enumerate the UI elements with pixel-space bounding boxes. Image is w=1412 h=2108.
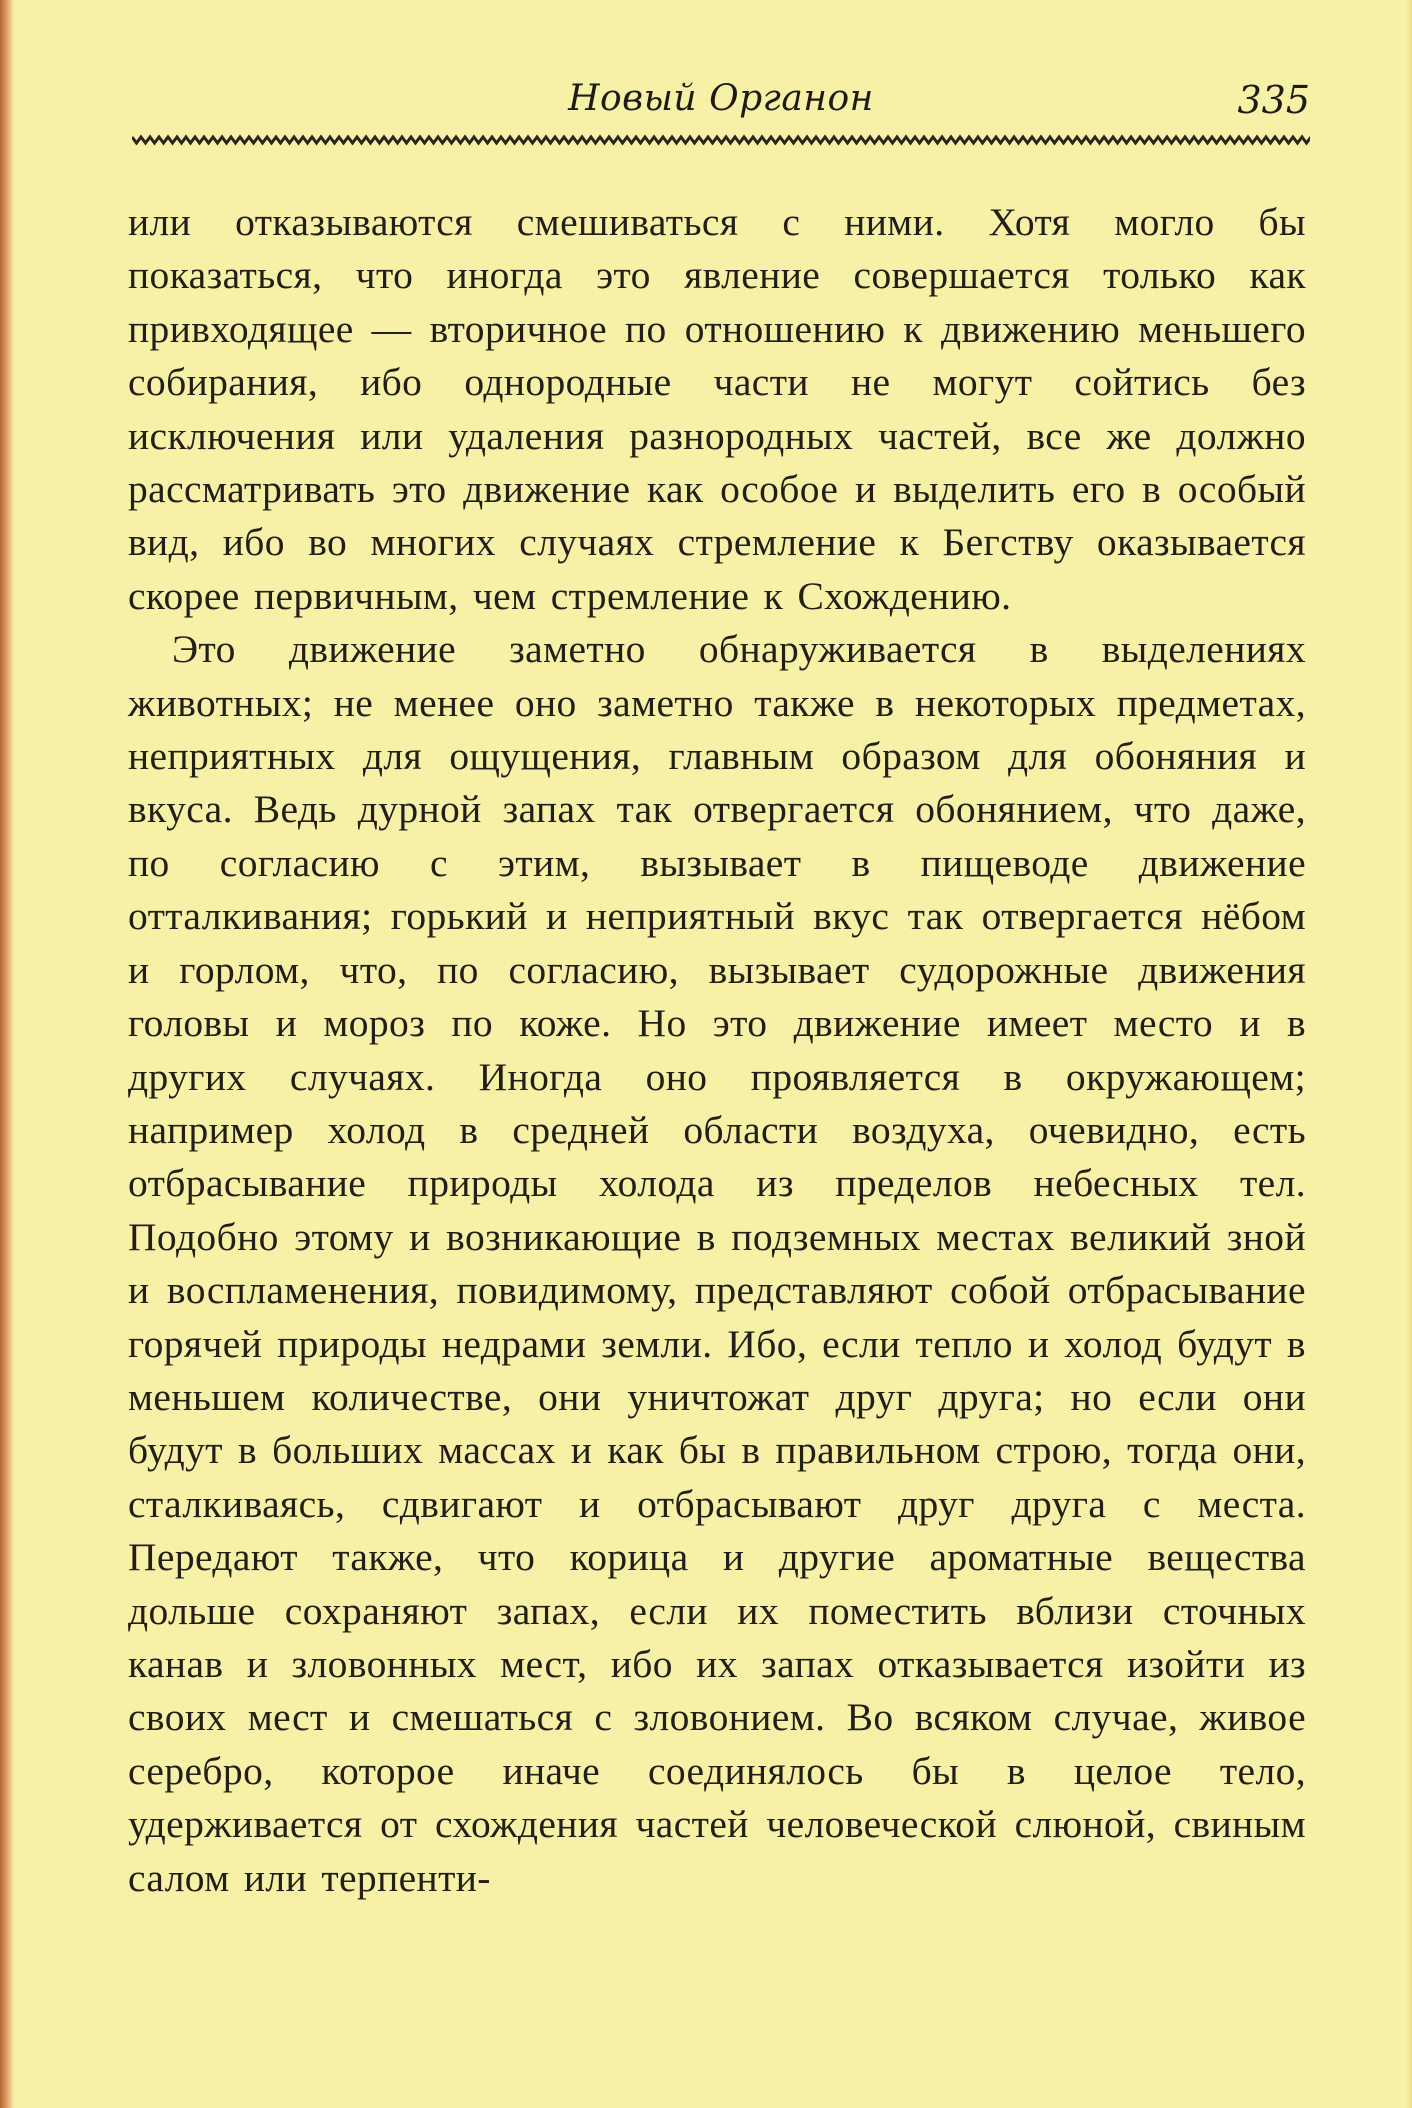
ornamental-header-rule xyxy=(132,134,1310,146)
page-number: 335 xyxy=(1237,78,1310,122)
page-spine-edge xyxy=(0,0,14,2108)
body-text xyxy=(128,196,1306,1905)
page-header xyxy=(132,78,1310,134)
paragraph-continued: или отказываются смешиваться с ними. Хотя могло бы показаться, что иногда это явление совершается только как привходящее — вторичное по отношению к движению меньшего собирания, ибо однородные части не могут сойтись без исключения или удаления разнородных частей, все же должно рассматривать это движение как особое и выделить его в особый вид, ибо во многих случаях стремление к Бегству оказывается скорее первичным, чем стремление к Схождению. xyxy=(128,200,1306,618)
page-right-edge xyxy=(1406,0,1412,2108)
running-title: Новый Органон xyxy=(568,78,874,119)
paragraph: Это движение заметно обнаруживается в выделениях животных; не менее оно заметно также в некоторых предметах, неприятных для ощущения, главным образом для обоняния и вкуса. Ведь дурной запах так отвергается обонянием, что даже, по согласию с этим, вызывает в пищеводе движение отталкивания; горький и неприятный вкус так отвергается нёбом и горлом, что, по согласию, вызывает судорожные движения головы и мороз по коже. Но это движение имеет место и в других случаях. Иногда оно проявляется в окружающем; например холод в средней области воздуха, очевидно, есть отбрасывание природы холода из пределов небесных тел. Подобно этому и возникающие в подземных местах великий зной и воспламенения, повидимому, представляют собой отбрасывание горячей природы недрами земли. Ибо, если тепло и холод будут в меньшем количестве, они уничтожат друг друга; но если они будут в больших массах и как бы в правильном строю, тогда они, сталкиваясь, сдвигают и отбрасывают друг друга с места. Передают также, что корица и другие ароматные вещества дольше сохраняют запах, если их поместить вблизи сточных канав и зловонных мест, ибо их запах отказывается изойти из своих мест и смешаться с зловонием. Во всяком случае, живое серебро, которое иначе соединялось бы в целое тело, удерживается от схождения частей человеческой слюной, свиным салом или терпенти- xyxy=(128,627,1306,1900)
